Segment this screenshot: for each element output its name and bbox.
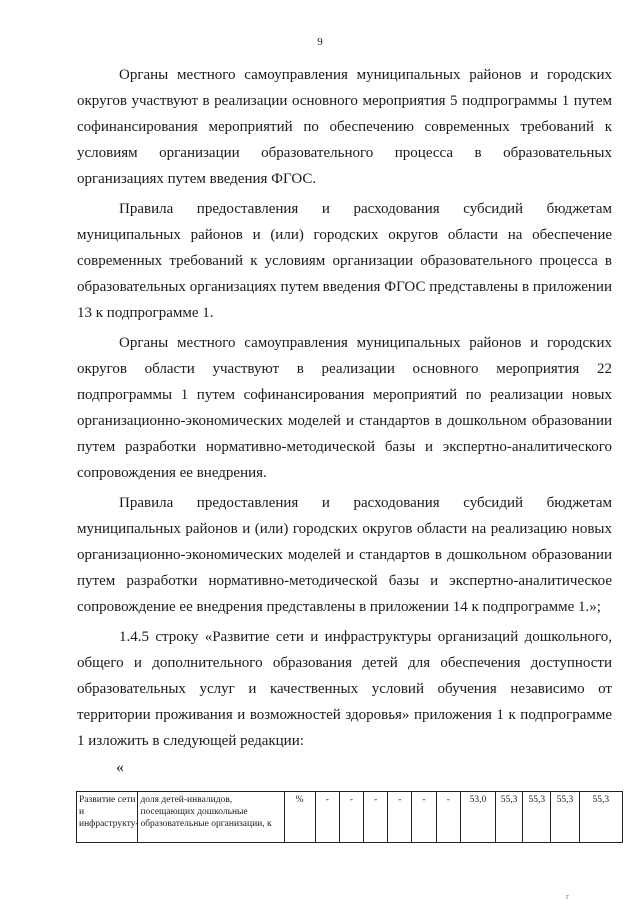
value-cell: 55,3	[523, 792, 551, 843]
footer-mark: r	[566, 892, 569, 901]
activity-name-cell: Развитие сети и инфраструкту-	[77, 792, 138, 843]
document-body	[77, 62, 612, 754]
paragraph: Органы местного самоуправления муниципальных районов и городских округов участвуют в реализации основного мероприятия 5 подпрограммы 1 путем софинансирования мероприятий по обеспечению современных требований к условиям организации образовательного процесса в образовательных организациях путем введения ФГОС.	[77, 67, 612, 187]
value-cell: -	[412, 792, 436, 843]
value-cell: 55,3	[496, 792, 523, 843]
table-row	[77, 792, 623, 843]
value-cell: -	[436, 792, 460, 843]
value-cell: -	[339, 792, 363, 843]
paragraph: Органы местного самоуправления муниципальных районов и городских округов области участвуют в реализации основного мероприятия 22 подпрограммы 1 путем софинансирования мероприятий по реализации новых организационно-экономических моделей и стандартов в дошкольном образовании путем разработки нормативно-методической базы и экспертно-аналитического сопровождения ее внедрения.	[77, 335, 612, 481]
page-number: 9	[317, 36, 323, 48]
paragraph: Правила предоставления и расходования субсидий бюджетам муниципальных районов и (или) городских округов области на реализацию новых организационно-экономических моделей и стандартов в дошкольном образовании путем разработки нормативно-методической базы и экспертно-аналитическое сопровождение ее внедрения представлены в приложении 14 к подпрограмме 1.»;	[77, 495, 612, 615]
unit-cell: %	[284, 792, 315, 843]
value-cell: -	[315, 792, 339, 843]
value-cell: -	[364, 792, 388, 843]
paragraph: Правила предоставления и расходования субсидий бюджетам муниципальных районов и (или) городских округов области на обеспечение современных требований к условиям организации образовательного процесса в образовательных организациях путем введения ФГОС представлены в приложении 13 к подпрограмме 1.	[77, 201, 612, 321]
indicator-table	[76, 791, 623, 843]
value-cell: -	[388, 792, 412, 843]
value-cell: 55,3	[579, 792, 622, 843]
value-cell: 55,3	[551, 792, 579, 843]
indicator-cell: доля детей-инвалидов, посещающих дошкольные образовательные организации, к	[138, 792, 284, 843]
opening-quote: «	[116, 759, 124, 776]
value-cell: 53,0	[460, 792, 495, 843]
paragraph: 1.4.5 строку «Развитие сети и инфраструктуры организаций дошкольного, общего и дополнительного образования детей для обеспечения доступности образовательных услуг и качественных условий обучения независимо от территории проживания и возможностей здоровья» приложения 1 к подпрограмме 1 изложить в следующей редакции:	[77, 629, 612, 749]
